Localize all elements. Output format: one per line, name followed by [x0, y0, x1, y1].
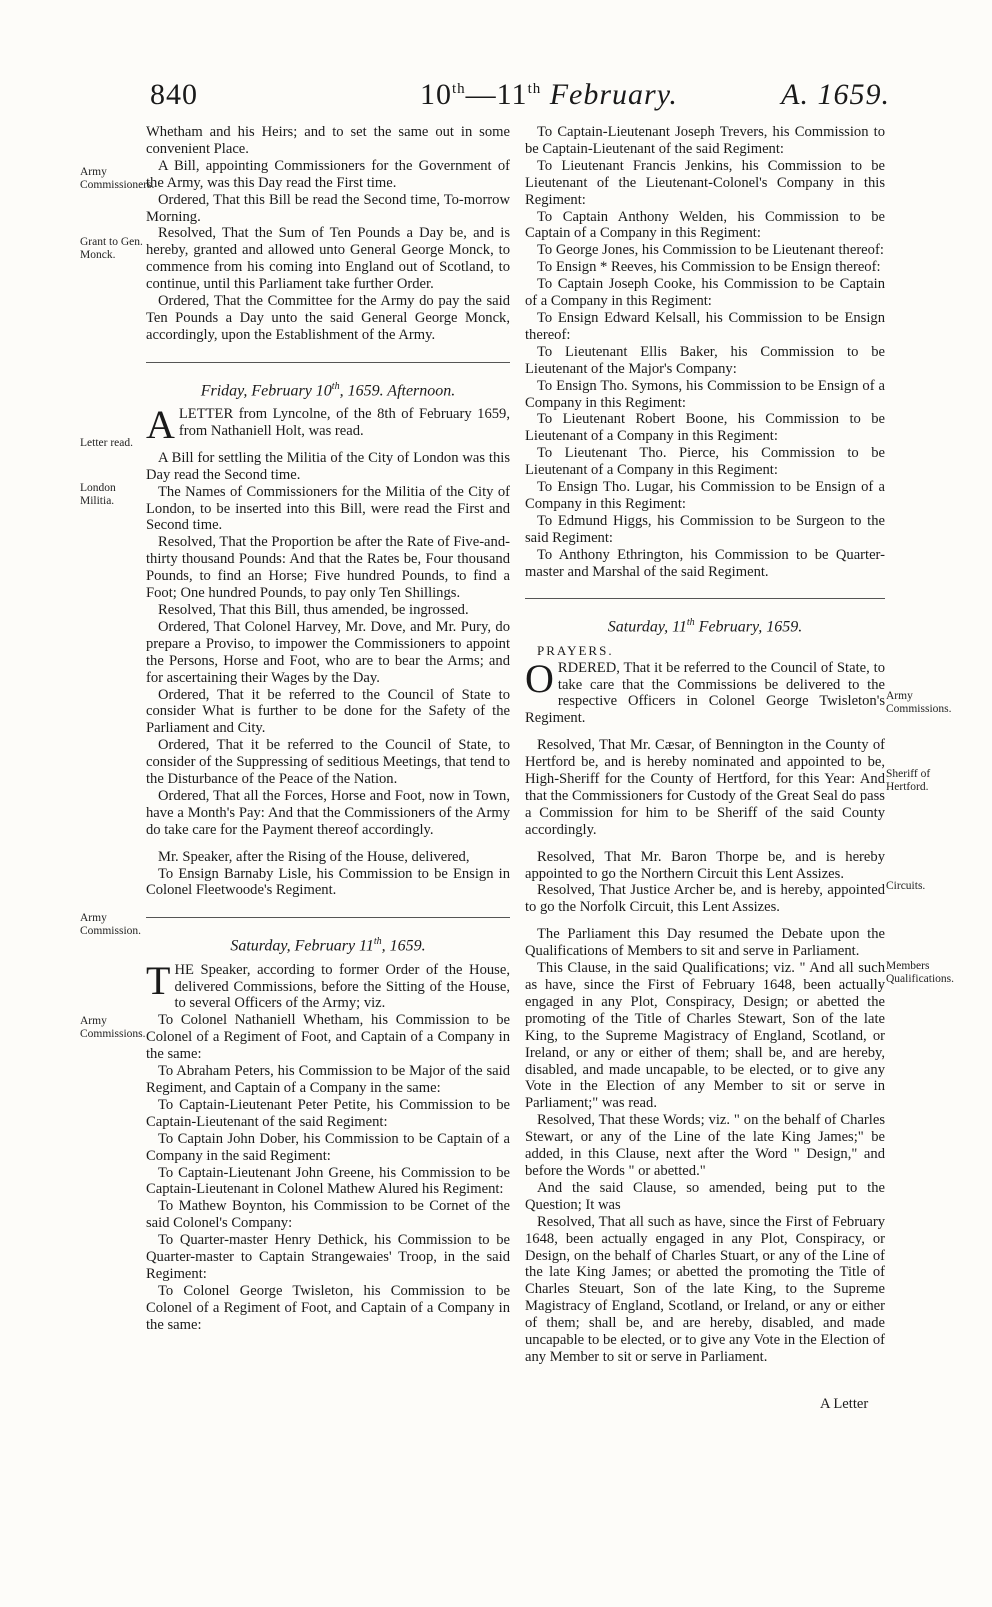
paragraph: To Captain-Lieutenant Joseph Trevers, his Commission to be Captain-Lieutenant of the said Regiment:: [525, 124, 885, 157]
paragraph: Resolved, That the Proportion be after the Rate of Five-and-thirty thousand Pounds: And that the Rates be, Four thousand Pounds, to find an Horse; Five hundred Pounds, to find a Foot; One hundred Pounds, to pay only Ten Shillings.: [146, 534, 510, 602]
paragraph: To Quarter-master Henry Dethick, his Commission to be Quarter-master to Captain Strangewaies' Troop, in the said Regiment:: [146, 1232, 510, 1282]
paragraph: To Edmund Higgs, his Commission to be Surgeon to the said Regiment:: [525, 512, 885, 546]
prayers-label: PRAYERS.: [537, 642, 614, 658]
paragraph: To Captain Anthony Welden, his Commission to be Captain of a Company in this Regiment:: [525, 208, 885, 242]
header-year: A. 1659.: [781, 78, 890, 111]
margin-note-army-commission: Army Commission.: [80, 912, 142, 937]
paragraph: Resolved, That Mr. Cæsar, of Bennington in the County of Hertford be, and is hereby nominated and appointed to be, High-Sheriff for the County of Hertford, for this Year: And that the Commissioners for Custody of the Great Seal do pass a Commission for him to be Sheriff of the said County accordingly.: [525, 737, 885, 838]
paragraph-speaker: THE Speaker, according to former Order of the House, delivered Commissions, before the Sitting of the House, to several Officers of the Army; viz.: [146, 957, 510, 1012]
paragraph: The Names of Commissioners for the Militia of the City of London, to be inserted into this Bill, were read the First and Second time.: [146, 483, 510, 534]
paragraph: To Ensign Barnaby Lisle, his Commission to be Ensign in Colonel Fleetwoode's Regiment.: [146, 865, 510, 899]
margin-note-sheriff-hertford: Sheriff of Hertford.: [886, 768, 931, 793]
paragraph: Ordered, That all the Forces, Horse and Foot, now in Town, have a Month's Pay: And that the Commissioners of the Army do take care for the Payment thereof accordingly.: [146, 787, 510, 838]
margin-note-grant-monck: Grant to Gen. Monck.: [80, 236, 143, 261]
section-divider: [146, 362, 510, 363]
paragraph: To Ensign Tho. Lugar, his Commission to be Ensign of a Company in this Regiment:: [525, 479, 885, 512]
paragraph: To Ensign * Reeves, his Commission to be Ensign thereof:: [537, 259, 881, 276]
paragraph: Ordered, That the Committee for the Army do pay the said Ten Pounds a Day unto the said General George Monck, accordingly, upon the Establishment of the Army.: [146, 293, 510, 343]
margin-note-army-commissions-right: Army Commissions.: [886, 690, 952, 715]
section-heading: Saturday, 11th February, 1659.: [607, 617, 803, 636]
paragraph: Mr. Speaker, after the Rising of the House, delivered,: [158, 848, 470, 865]
page-header: [150, 78, 890, 122]
paragraph: Resolved, That this Bill, thus amended, be ingrossed.: [158, 601, 469, 618]
margin-note-circuits: Circuits.: [886, 880, 926, 892]
paragraph: Resolved, That Justice Archer be, and is hereby, appointed to go the Norfolk Circuit, this Lent Assizes.: [525, 882, 885, 916]
paragraph: To Mathew Boynton, his Commission to be Cornet of the said Colonel's Company:: [146, 1198, 510, 1232]
paragraph: To Colonel Nathaniell Whetham, his Commission to be Colonel of a Regiment of Foot, and Captain of a Company in the same:: [146, 1012, 510, 1063]
paragraph: To Captain-Lieutenant Peter Petite, his Commission to be Captain-Lieutenant of the said Regiment:: [146, 1096, 510, 1130]
section-divider: [525, 598, 885, 599]
paragraph: To Lieutenant Robert Boone, his Commission to be Lieutenant of a Company in this Regiment:: [525, 411, 885, 445]
paragraph: A Bill for settling the Militia of the City of London was this Day read the Second time.: [146, 449, 510, 483]
paragraph: Whetham and his Heirs; and to set the same out in some convenient Place.: [146, 124, 510, 157]
section-divider: [146, 917, 510, 918]
page-number: 840: [150, 78, 198, 111]
section-heading: Saturday, February 11th, 1659.: [230, 936, 426, 955]
paragraph-ordered: ORDERED, That it be referred to the Council of State, to take care that the Commissions be delivered to the respective Officers in Colonel George Twisleton's Regiment.: [525, 655, 885, 727]
paragraph: Ordered, That Colonel Harvey, Mr. Dove, and Mr. Pury, do prepare a Proviso, to impower the Commissioners to appoint the Persons, Horse and Foot, who are to bear the Arms; and for ascertaining their Wages by the Day.: [146, 618, 510, 686]
catchword: A Letter: [820, 1396, 869, 1412]
drop-cap: T: [146, 957, 171, 1003]
paragraph-letter: ALETTER from Lyncolne, of the 8th of February 1659, from Nathaniell Holt, was read.: [146, 402, 510, 448]
paragraph: To Ensign Edward Kelsall, his Commission to be Ensign thereof:: [525, 309, 885, 343]
drop-cap: O: [525, 655, 554, 701]
paragraph: And the said Clause, so amended, being put to the Question; It was: [525, 1179, 885, 1213]
paragraph: To Lieutenant Francis Jenkins, his Commission to be Lieutenant of the Lieutenant-Colonel's Company in this Regiment:: [525, 157, 885, 208]
margin-note-letter-read: Letter read.: [80, 437, 133, 449]
paragraph: To Anthony Ethrington, his Commission to be Quarter-master and Marshal of the said Regiment.: [525, 546, 885, 580]
header-date: 10th—11th February.: [420, 78, 678, 111]
paragraph: To Captain Joseph Cooke, his Commission to be Captain of a Company in this Regiment:: [525, 276, 885, 310]
paragraph: To Captain John Dober, his Commission to be Captain of a Company in the said Regiment:: [146, 1130, 510, 1164]
margin-note-members-qualifications: Members Qualifications.: [886, 960, 955, 985]
left-column: [146, 124, 510, 1334]
paragraph: Ordered, That it be referred to the Council of State, to consider of the Suppressing of seditious Meetings, that tend to the Disturbance of the Peace of the Nation.: [146, 737, 510, 788]
paragraph: To Abraham Peters, his Commission to be Major of the said Regiment, and Captain of a Company in the same:: [146, 1063, 510, 1096]
right-column: [525, 124, 885, 1366]
paragraph: Resolved, That the Sum of Ten Pounds a Day be, and is hereby, granted and allowed unto General George Monck, to commence from his coming into England out of Scotland, to continue, until this Parliament take further Order.: [146, 225, 510, 293]
section-heading: Friday, February 10th, 1659. Afternoon.: [200, 380, 456, 400]
drop-cap: A: [146, 402, 175, 448]
paragraph: To George Jones, his Commission to be Lieutenant thereof:: [537, 242, 884, 259]
paragraph: Resolved, That Mr. Baron Thorpe be, and is hereby appointed to go the Northern Circuit this Lent Assizes.: [525, 848, 885, 882]
paragraph: To Colonel George Twisleton, his Commission to be Colonel of a Regiment of Foot, and Captain of a Company in the same:: [146, 1282, 510, 1333]
margin-note-london-militia: London Militia.: [80, 482, 116, 507]
paragraph: The Parliament this Day resumed the Debate upon the Qualifications of Members to sit and serve in Parliament.: [525, 926, 885, 960]
paragraph: To Lieutenant Tho. Pierce, his Commission to be Lieutenant of a Company in this Regiment:: [525, 445, 885, 479]
paragraph: Resolved, That these Words; viz. " on the behalf of Charles Stewart, or any of the Line of the late King James;" be added, in this Clause, next after the Word " Design," and before the Words " or abetted.": [525, 1112, 885, 1179]
paragraph: This Clause, in the said Qualifications; viz. " And all such as have, since the First of February 1648, been actually engaged in any Plot, Conspiracy, Design; or abetted the promoting of the Title of Charles Stewart, Son of the late King, to the Supreme Magistracy of England, Scotland, or Ireland, or any or either of them; shall be, and are hereby, disabled, and made uncapable, to be elected, or to give any Vote in the Election of any Member to sit or serve in Parliament;" was read.: [525, 960, 885, 1112]
paragraph: Ordered, That this Bill be read the Second time, To-morrow Morning.: [146, 191, 510, 225]
paragraph: To Captain-Lieutenant John Greene, his Commission to be Captain-Lieutenant in Colonel Mathew Alured his Regiment:: [146, 1164, 510, 1198]
paragraph: Resolved, That all such as have, since the First of February 1648, been actually engaged in any Plot, Conspiracy, or Design, on the behalf of Charles Stuart, or any of the Line of the late King James; or abetted the promoting the Title of Charles Steuart, Son of the late King, to the Supreme Magistracy of England, Scotland, or Ireland, or any or either of them; shall be, and are hereby, disabled, and made uncapable to be elected, or to give any Vote in the Election of any Member to sit or serve in Parliament.: [525, 1213, 885, 1365]
paragraph: To Lieutenant Ellis Baker, his Commission to be Lieutenant of the Major's Company:: [525, 343, 885, 377]
margin-note-army-commissions: Army Commissions.: [80, 1015, 146, 1040]
paragraph: Ordered, That it be referred to the Council of State to consider What is further to be done for the Safety of the Parliament and City.: [146, 686, 510, 737]
paragraph: A Bill, appointing Commissioners for the Government of the Army, was this Day read the First time.: [146, 157, 510, 191]
margin-note-army-commissioners: Army Commissioners.: [80, 166, 155, 191]
paragraph: To Ensign Tho. Symons, his Commission to be Ensign of a Company in this Regiment:: [525, 377, 885, 411]
